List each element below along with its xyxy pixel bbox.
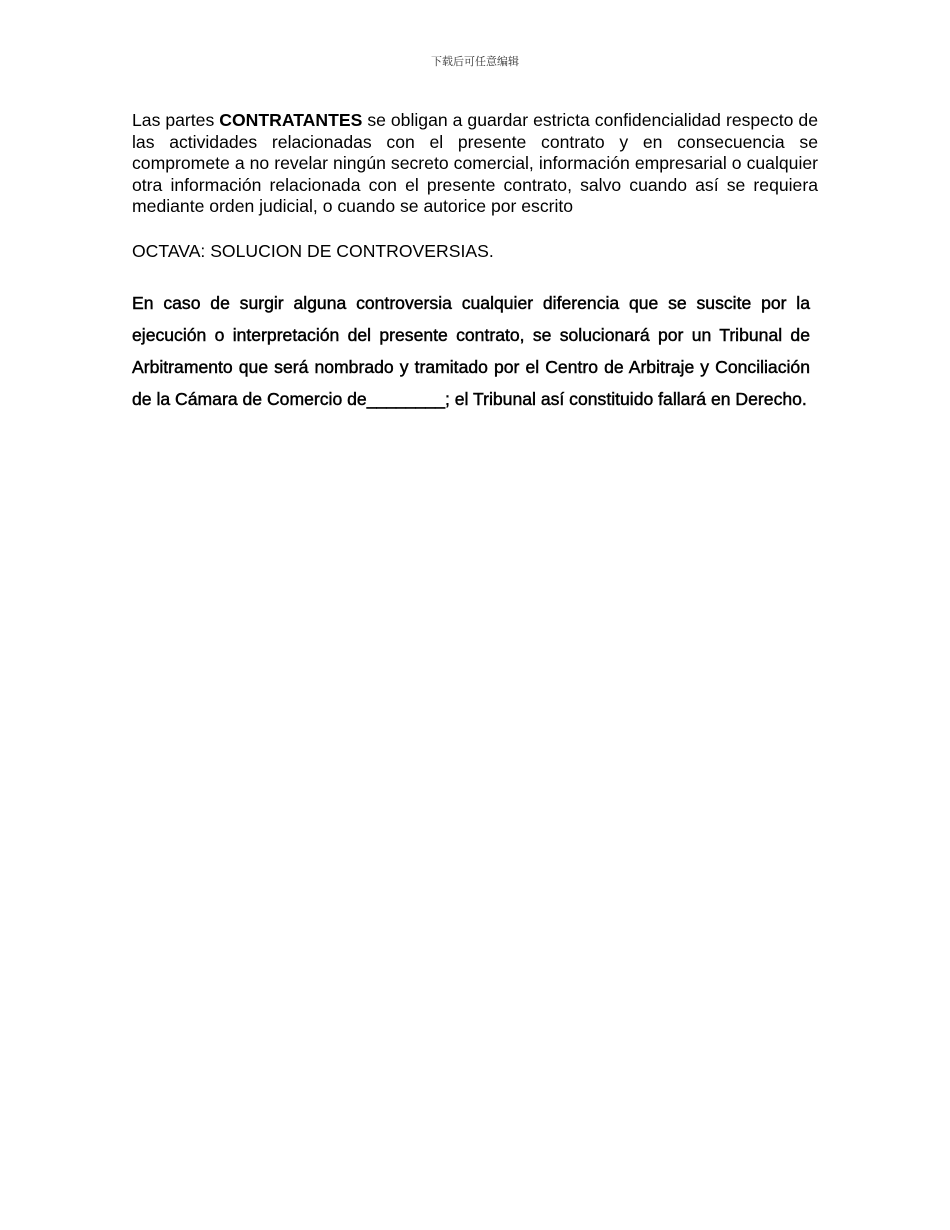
document-body xyxy=(132,110,818,415)
controversies-paragraph: En caso de surgir alguna controversia cualquier diferencia que se suscite por la ejecución o interpretación del presente contrato, se solucionará por un Tribunal de Arbitramento que será nombrado y tramitado por el Centro de Arbitraje y Conciliación de la Cámara de Comercio de________; el Tribunal así constituido fallará en Derecho. xyxy=(132,292,810,409)
confidentiality-body: se obligan a guardar estricta confidencialidad respecto de las actividades relacionadas con el presente contrato y en consecuencia se compromete a no revelar ningún secreto comercial, información empresarial o cualquier otra información relacionada con el presente contrato, salvo cuando así se requiera mediante orden judicial, o cuando se autorice por escrito xyxy=(132,110,819,216)
section-heading-octava: OCTAVA: SOLUCION DE CONTROVERSIAS. xyxy=(132,240,494,261)
confidentiality-lead: Las partes xyxy=(132,110,220,130)
page-header-note: 下载后可任意编辑 xyxy=(431,55,519,68)
contratantes-term: CONTRATANTES xyxy=(219,110,363,130)
confidentiality-paragraph xyxy=(132,110,818,218)
